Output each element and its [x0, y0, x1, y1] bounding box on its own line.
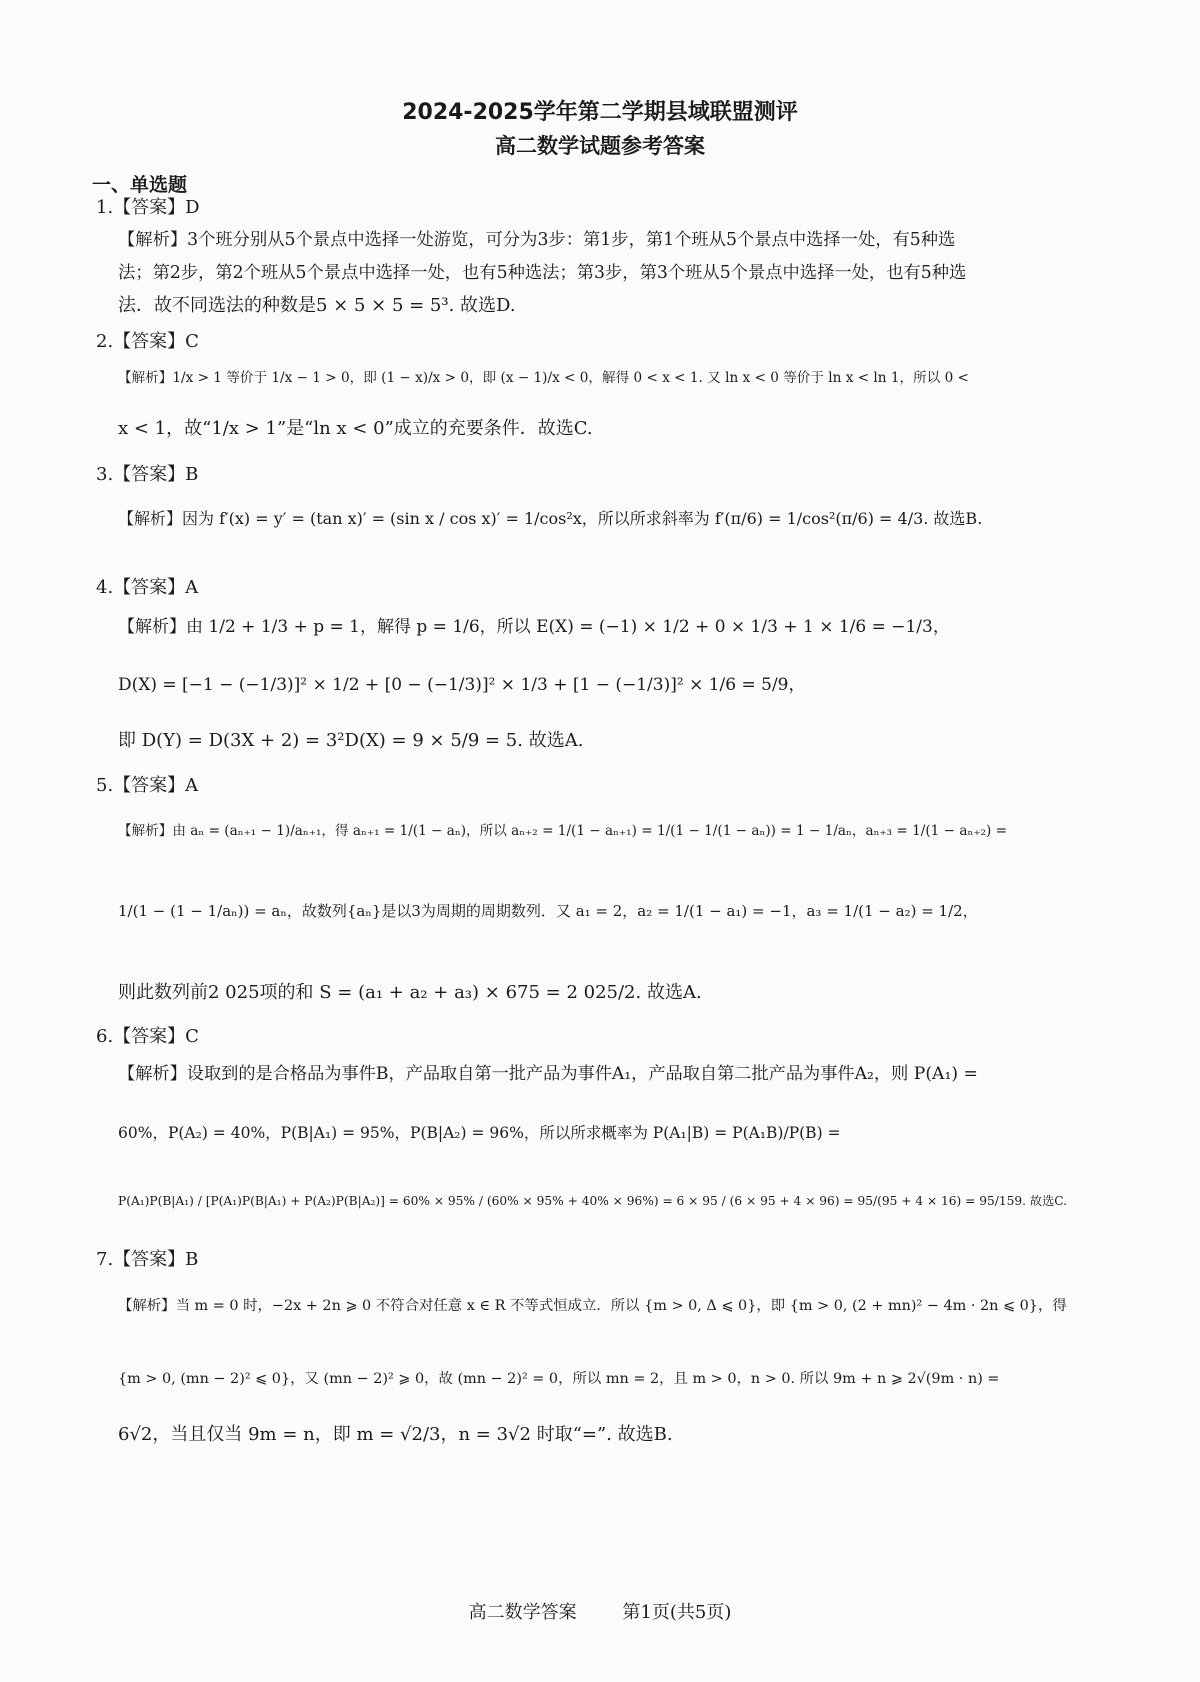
q4-explanation-line: 【解析】由 1/2 + 1/3 + p = 1，解得 p = 1/6，所以 E(X) = (−1) × 1/2 + 0 × 1/3 + 1 × 1/6 = −1/3，: [118, 617, 950, 637]
q6-explanation-line: 【解析】设取到的是合格品为事件B，产品取自第一批产品为事件A₁，产品取自第二批产品为事件A₂，则 P(A₁) =: [118, 1064, 978, 1084]
q4-explanation-line: D(X) = [−1 − (−1/3)]² × 1/2 + [0 − (−1/3)]² × 1/3 + [1 − (−1/3)]² × 1/6 = 5/9，: [118, 675, 806, 695]
q5-explanation-line: 【解析】由 aₙ = (aₙ₊₁ − 1)/aₙ₊₁，得 aₙ₊₁ = 1/(1 − aₙ)，所以 aₙ₊₂ = 1/(1 − aₙ₊₁) = 1/(1 − 1/(1 − aₙ)) = 1 − 1/aₙ，aₙ₊₃ = 1/(1 − aₙ₊₂) =: [118, 823, 1007, 839]
q6-explanation-line: 60%，P(A₂) = 40%，P(B|A₁) = 95%，P(B|A₂) = 96%，所以所求概率为 P(A₁|B) = P(A₁B)/P(B) =: [118, 1124, 841, 1142]
q5-explanation-line: 则此数列前2 025项的和 S = (a₁ + a₂ + a₃) × 675 = 2 025/2. 故选A.: [118, 982, 702, 1003]
footer-doc-name: 高二数学答案: [468, 1602, 577, 1623]
q6-answer: 6.【答案】C: [96, 1026, 199, 1047]
q3-explanation-line: 【解析】因为 f′(x) = y′ = (tan x)′ = (sin x / cos x)′ = 1/cos²x，所以所求斜率为 f′(π/6) = 1/cos²(π/6) = 4/3. 故选B.: [118, 509, 983, 528]
q5-answer: 5.【答案】A: [96, 775, 199, 796]
q6-explanation-line: P(A₁)P(B|A₁) / [P(A₁)P(B|A₁) + P(A₂)P(B|A₂)] = 60% × 95% / (60% × 95% + 40% × 96%) = 6 × 95 / (6 × 95 + 4 × 96) = 95/(95 + 4 × 16) = 95/159. 故选C.: [118, 1194, 1068, 1208]
page-footer: [0, 1598, 1200, 1624]
q1-answer: 1.【答案】D: [96, 197, 200, 218]
page-subtitle: 高二数学试题参考答案: [495, 134, 705, 158]
q5-explanation-line: 1/(1 − (1 − 1/aₙ)) = aₙ，故数列{aₙ}是以3为周期的周期数列．又 a₁ = 2，a₂ = 1/(1 − a₁) = −1，a₃ = 1/(1 − a₂) = 1/2，: [118, 902, 978, 920]
q7-explanation-line: 【解析】当 m = 0 时，−2x + 2n ⩾ 0 不符合对任意 x ∈ R 不等式恒成立．所以 {m > 0, Δ ⩽ 0}，即 {m > 0, (2 + mn)² − 4m · 2n ⩽ 0}，得: [118, 1298, 1067, 1314]
q2-explanation-line: 【解析】1/x > 1 等价于 1/x − 1 > 0，即 (1 − x)/x > 0，即 (x − 1)/x < 0，解得 0 < x < 1. 又 ln x < 0 等价于 ln x < ln 1，所以 0 <: [118, 370, 969, 386]
footer-page-number: 第1页(共5页): [622, 1602, 732, 1623]
q1-explanation-line: 法；第2步，第2个班从5个景点中选择一处，也有5种选法；第3步，第3个班从5个景点中选择一处，也有5种选: [118, 263, 967, 283]
q7-explanation-line: 6√2，当且仅当 9m = n，即 m = √2/3，n = 3√2 时取“=”. 故选B.: [118, 1424, 673, 1445]
q2-answer: 2.【答案】C: [96, 331, 199, 352]
q1-explanation-line: 【解析】3个班分别从5个景点中选择一处游览，可分为3步：第1步，第1个班从5个景点中选择一处，有5种选: [118, 230, 956, 250]
q4-explanation-line: 即 D(Y) = D(3X + 2) = 3²D(X) = 9 × 5/9 = 5. 故选A.: [118, 730, 584, 751]
page-title: 2024-2025学年第二学期县域联盟测评: [402, 100, 798, 125]
q7-explanation-line: {m > 0, (mn − 2)² ⩽ 0}，又 (mn − 2)² ⩾ 0，故 (mn − 2)² = 0，所以 mn = 2，且 m > 0，n > 0. 所以 9m + n ⩾ 2√(9m · n) =: [118, 1371, 1000, 1387]
section-heading: 一、单选题: [92, 174, 188, 196]
q4-answer: 4.【答案】A: [96, 577, 199, 598]
q3-answer: 3.【答案】B: [96, 464, 199, 485]
q2-explanation-line: x < 1，故“1/x > 1”是“ln x < 0”成立的充要条件．故选C.: [118, 418, 593, 439]
q7-answer: 7.【答案】B: [96, 1249, 199, 1270]
q1-explanation-line: 法．故不同选法的种数是5 × 5 × 5 = 5³. 故选D.: [118, 295, 516, 316]
